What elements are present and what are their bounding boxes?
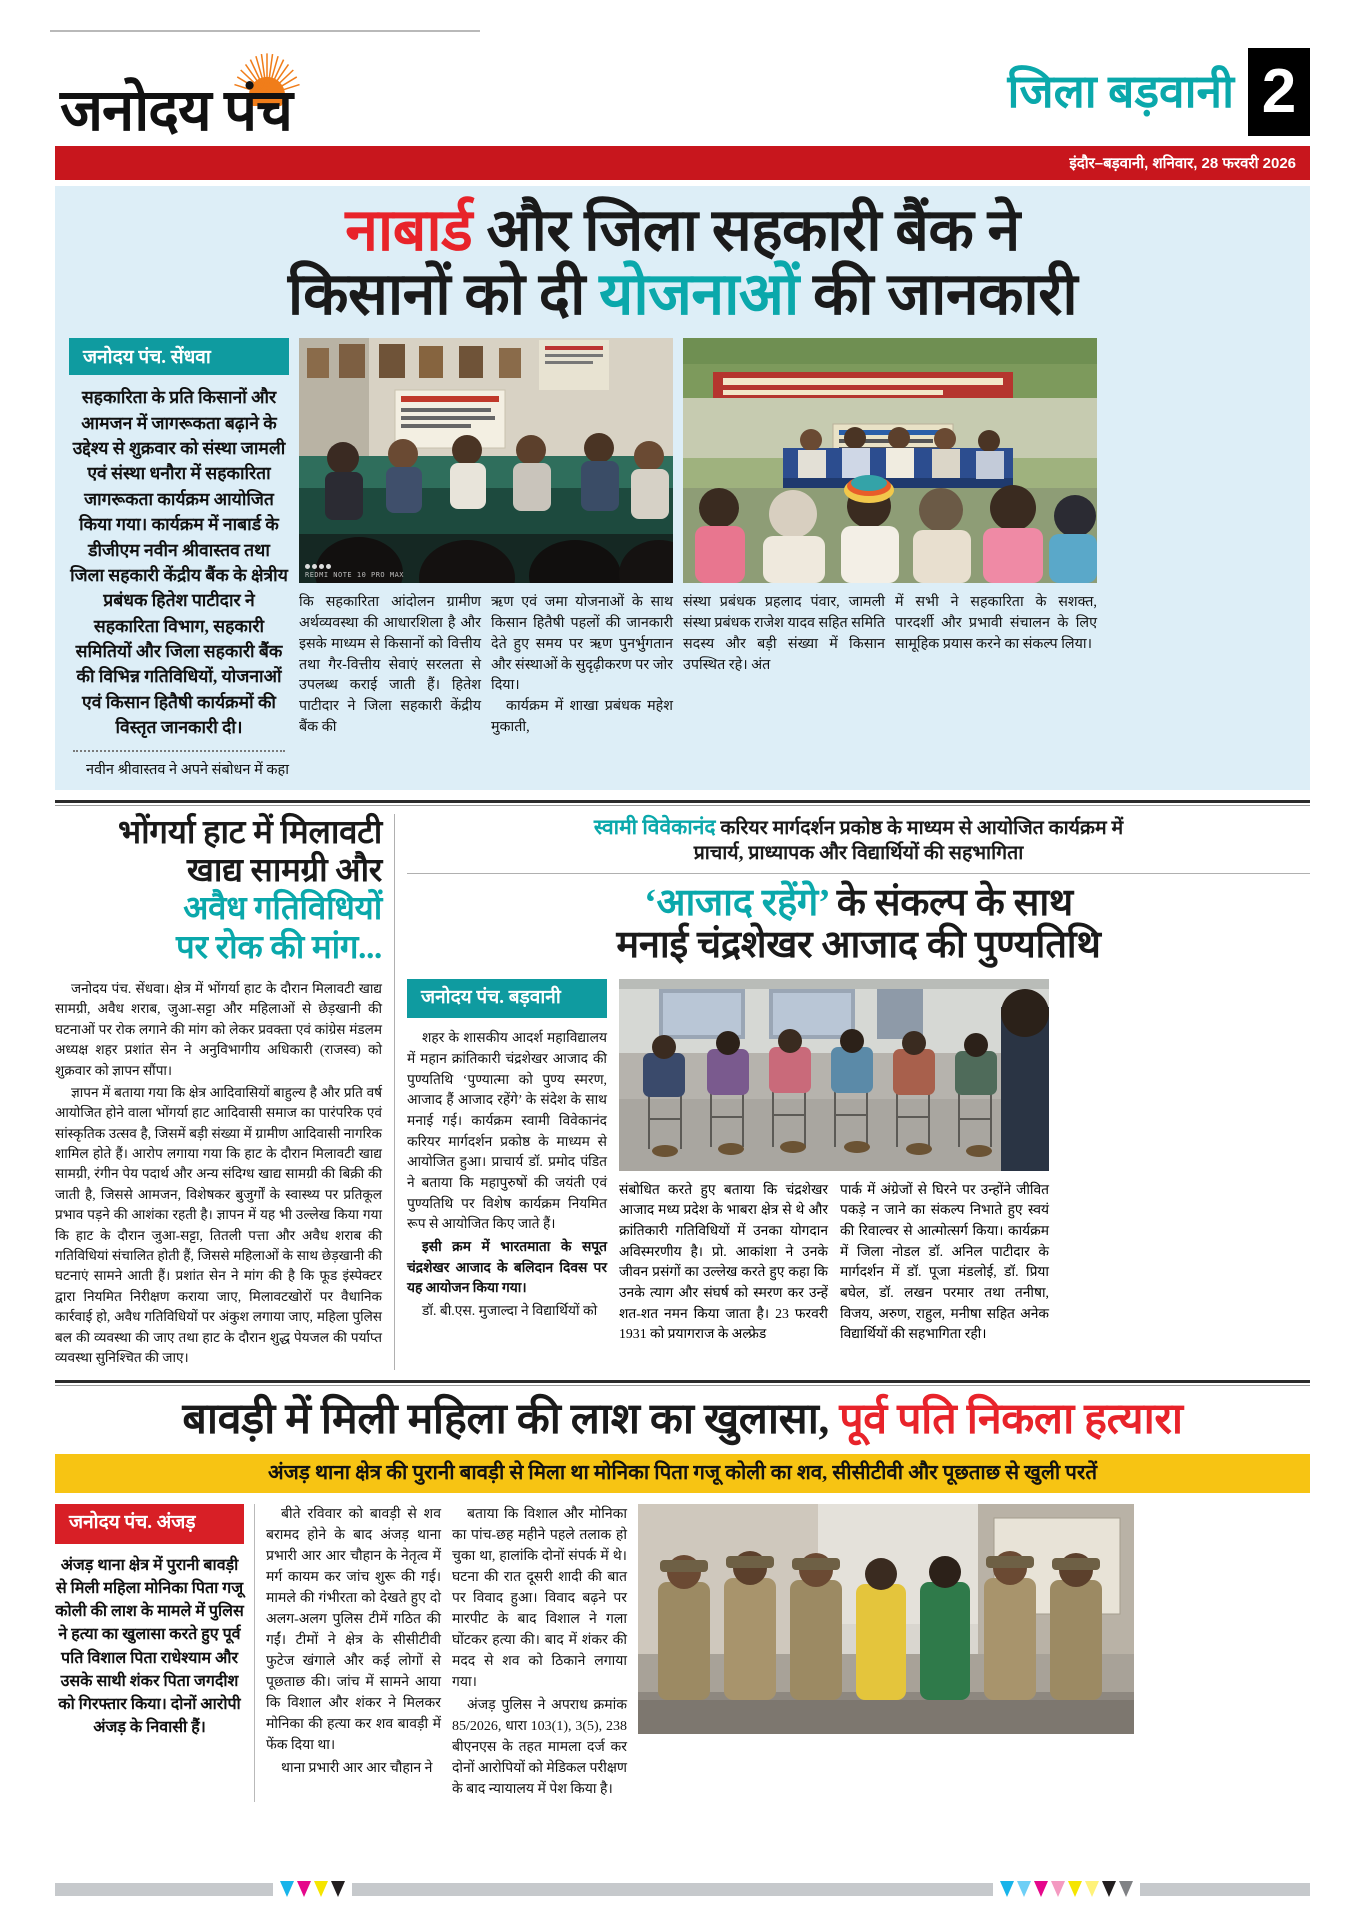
bawdi-col-2 bbox=[452, 1504, 627, 1802]
azad-headline-rest: के संकल्प के साथ bbox=[828, 881, 1073, 924]
bawdi-subhead-strip: अंजड़ थाना क्षेत्र की पुरानी बावड़ी से मिला था मोनिका पिता गजू कोली का शव, सीसीटीवी और पूछताछ से खुली परतें bbox=[55, 1454, 1310, 1494]
lead-headline bbox=[69, 197, 1296, 328]
bhongarya-headline-l4: पर रोक की मांग... bbox=[176, 929, 382, 966]
date-bar bbox=[55, 146, 1310, 180]
photo-meeting-hall bbox=[299, 338, 673, 583]
masthead-left bbox=[60, 78, 292, 143]
photo-police-accused bbox=[638, 1504, 1134, 1734]
reg-mark-cyan bbox=[280, 1881, 294, 1897]
lead-caption-col-3: संस्था प्रबंधक प्रहलाद पंवार, जामली संस्था प्रबंधक राजेश यादव सहित समिति सदस्य और बड़ी संख्या में किसान उपस्थित रहे। अंत bbox=[683, 594, 886, 673]
lead-photo-area bbox=[299, 338, 1296, 780]
azad-byline-badge: जनोदय पंच. बड़वानी bbox=[407, 979, 607, 1019]
bhongarya-body bbox=[55, 979, 382, 1368]
azad-kicker-rest: करियर मार्गदर्शन प्रकोष्ठ के माध्यम से आयोजित कार्यक्रम में bbox=[715, 817, 1124, 839]
lead-intro-footer: नवीन श्रीवास्तव ने अपने संबोधन में कहा bbox=[86, 761, 289, 778]
bawdi-col-2-p2: अंजड़ पुलिस ने अपराध क्रमांक 85/2026, धारा 103(1), 3(5), 238 बीएनएस के तहत मामला दर्ज कर दोनों आरोपियों को मेडिकल परीक्षण के बाद न्यायालय में पेश किया है। bbox=[452, 1698, 628, 1798]
publication-logo: जनोदय पंच bbox=[60, 78, 292, 143]
bottom-section bbox=[55, 1396, 1310, 1802]
bawdi-intro-column bbox=[55, 1504, 255, 1802]
reg-mark-gray bbox=[1119, 1881, 1133, 1897]
bawdi-intro-text: अंजड़ थाना क्षेत्र में पुरानी बावड़ी से मिली महिला मोनिका पिता गजू कोली की लाश के मामले में पुलिस ने हत्या का खुलासा करते हुए पूर्व पति विशाल पिता राधेश्याम और उसके साथी शंकर पिता जगदीश को गिरफ्तार किया। दोनों आरोपी अंजड़ के निवासी हैं। bbox=[55, 1556, 244, 1737]
lead-caption-col-2-p1: ऋण एवं जमा योजनाओं के साथ किसान हितैषी पहलों की जानकारी देते हुए समय पर ऋण पुनर्भुगतान और संस्थाओं के सुदृढ़ीकरण पर जोर दिया। bbox=[491, 594, 674, 694]
bhongarya-headline-l3: अवैध गतिविधियों bbox=[183, 891, 382, 928]
lead-caption-col-2-p2: कार्यक्रम में शाखा प्रबंधक महेश मुकाती, bbox=[491, 697, 673, 735]
bhongarya-headline bbox=[55, 814, 382, 967]
azad-col-2: संबोधित करते हुए बताया कि चंद्रशेखर आजाद मध्य प्रदेश के भाबरा क्षेत्र से थे और क्रांतिकारी गतिविधियों में उनका योगदान अविस्मरणीय है। प्रो. आकांशा ने उनके जीवन प्रसंगों का उल्लेख करते हुए कहा कि उनके त्याग और संघर्ष को स्मरण कर उन्हें शत-शत नमन किया जाता है। 23 फरवरी 1931 को प्रयागराज के अल्फ्रेड bbox=[619, 1181, 828, 1342]
lead-caption-col-2 bbox=[491, 592, 673, 737]
azad-col-1-p3: डॉ. बी.एस. मुजाल्दा ने विद्यार्थियों को bbox=[422, 1303, 598, 1319]
section-rule-thin-1 bbox=[55, 805, 1310, 806]
lead-headline-l2b: की जानकारी bbox=[798, 261, 1078, 328]
lead-intro-text: सहकारिता के प्रति किसानों और आमजन में जागरूकता बढ़ाने के उद्देश्य से शुक्रवार को संस्था जामली एवं संस्था धनौरा में सहकारिता जागरूकता कार्यक्रम आयोजित किया गया। कार्यक्रम में नाबार्ड के डीजीएम नवीन श्रीवास्तव तथा जिला सहकारी केंद्रीय बैंक के क्षेत्रीय प्रबंधक हितेश पाटीदार ने सहकारिता विभाग, सहकारी समितियों और जिला सहकारी बैंक की विभिन्न गतिविधियों, योजनाओं एवं किसान हितैषी कार्यक्रमों की विस्तृत जानकारी दी। bbox=[70, 387, 288, 738]
reg-mark-magenta bbox=[297, 1881, 311, 1897]
lead-story-panel bbox=[55, 186, 1310, 790]
azad-col-1-p2: इसी क्रम में भारतमाता के सपूत चंद्रशेखर आजाद के बलिदान दिवस पर यह आयोजन किया गया। bbox=[407, 1239, 607, 1296]
footer-color-marks-right bbox=[993, 1881, 1140, 1897]
bawdi-byline-badge: जनोदय पंच. अंजड़ bbox=[55, 1504, 244, 1544]
bawdi-col-1-p2: थाना प्रभारी आर आर चौहान ने bbox=[281, 1761, 433, 1777]
masthead bbox=[0, 0, 1360, 143]
lead-headline-teal: योजनाओं bbox=[599, 261, 799, 328]
footer-color-marks-left bbox=[273, 1881, 352, 1897]
bawdi-col-1 bbox=[266, 1504, 441, 1802]
lead-byline-badge: जनोदय पंच. सेंधवा bbox=[69, 338, 289, 375]
bhongarya-para-2: ज्ञापन में बताया गया कि क्षेत्र आदिवासियों बाहुल्य है और प्रति वर्ष आयोजित होने वाला भोंगर्या हाट आदिवासी समाज का पारंपरिक एवं सांस्कृतिक उत्सव है, जिसमें बड़ी संख्या में ग्रामीण आदिवासी नागरिक शामिल होते हैं। आरोप लगाया गया कि हाट के दौरान मिलावटी खाद्य सामग्री, रंगीन पेय पदार्थ और अन्य संदिग्ध खाद्य सामग्री की बिक्री की जाती है, जिससे आमजन, विशेषकर बुजुर्गों के स्वास्थ्य पर प्रतिकूल प्रभाव पड़ने की आशंका रहती है। ज्ञापन में यह भी उल्लेख किया गया कि हाट के दौरान जुआ-सट्टा, तितली पत्ता और अवैध शराब की गतिविधियां संचालित होती हैं, जिससे महिलाओं के साथ छेड़खानी की घटनाएं सामने आती हैं। प्रशांत सेन ने मांग की है कि फूड इंस्पेक्टर द्वारा नियमित निरीक्षण कराया जाए, मिलावटखोरों पर वैधानिक कार्रवाई हो, अवैध गतिविधियों पर अंकुश लगाया जाए, महिला पुलिस बल की व्यवस्था की जाए तथा हाट के दौरान शुद्ध पेयजल की पर्याप्त व्यवस्था सुनिश्चित की जाए। bbox=[55, 1084, 382, 1365]
reg-mark-black-2 bbox=[1102, 1881, 1116, 1897]
azad-kicker-teal: स्वामी विवेकानंद bbox=[593, 814, 716, 839]
azad-col-right bbox=[619, 979, 1049, 1346]
bhongarya-para-1: जनोदय पंच. सेंधवा। क्षेत्र में भोंगर्या हाट के दौरान मिलावटी खाद्य सामग्री, अवैध शराब, जुआ-सट्टा और महिलाओं से छेड़खानी की घटनाओं पर रोक लगाने की मांग को लेकर प्रवक्ता एवं कांग्रेस मंडलम अध्यक्ष शहर प्रशांत सेन ने अनुविभागीय अधिकारी (राजस्व) को शुक्रवार को ज्ञापन सौंपा। bbox=[55, 980, 382, 1078]
bhongarya-headline-l1: भोंगर्या हाट में मिलावटी bbox=[117, 814, 382, 851]
section-rule-thick-2 bbox=[55, 1380, 1310, 1383]
reg-mark-cyan-light bbox=[1017, 1881, 1031, 1897]
lead-caption-columns bbox=[299, 592, 1296, 737]
bawdi-headline-red: पूर्व पति निकला हत्यारा bbox=[839, 1396, 1183, 1444]
reg-mark-cyan-2 bbox=[1000, 1881, 1014, 1897]
lead-caption-col-4: में सभी ने सहकारिता के सशक्त, पारदर्शी और प्रभावी संचालन के लिए सामूहिक प्रयास करने का संकल्प लिया। bbox=[895, 594, 1097, 652]
azad-headline-line2: मनाई चंद्रशेखर आजाद की पुण्यतिथि bbox=[616, 924, 1101, 967]
azad-col-3: पार्क में अंग्रेजों से घिरने पर उन्होंने जीवित पकड़े न जाने का संकल्प निभाते हुए स्वयं की रिवाल्वर से आत्मोत्सर्ग किया। कार्यक्रम में जिला नोडल डॉ. अनिल पाटीदार के मार्गदर्शन में डॉ. पूजा मंडलोई, डॉ. प्रिया बघेल, डॉ. लखन परमार तथा तनीषा, विजय, अरुण, राहुल, मनीषा सहित अनेक विद्यार्थियों की सहभागिता रही। bbox=[840, 1181, 1049, 1342]
district-title: जिला बड़वानी bbox=[1007, 66, 1234, 117]
story-azad bbox=[407, 814, 1310, 1370]
reg-mark-yellow-light bbox=[1085, 1881, 1099, 1897]
masthead-rule bbox=[50, 30, 480, 32]
footer-registration-marks bbox=[55, 1881, 1310, 1897]
photo-college-hall bbox=[619, 979, 1049, 1171]
reg-mark-yellow-2 bbox=[1068, 1881, 1082, 1897]
section-rule-thin-2 bbox=[55, 1385, 1310, 1386]
azad-headline bbox=[407, 882, 1310, 967]
section-rule-thick-1 bbox=[55, 800, 1310, 803]
lead-headline-rest: और जिला सहकारी बैंक ने bbox=[472, 197, 1020, 263]
lead-caption-col-1: कि सहकारिता आंदोलन ग्रामीण अर्थव्यवस्था की आधारशिला है और इसके माध्यम से किसानों को वित्तीय तथा गैर-वित्तीय सेवाएं सरलता से उपलब्ध कराई जाती हैं। हितेश पाटीदार ने जिला सहकारी केंद्रीय बैंक की bbox=[299, 594, 481, 735]
bawdi-body bbox=[55, 1504, 1310, 1802]
reg-mark-black bbox=[331, 1881, 345, 1897]
bawdi-col-1-p1: बीते रविवार को बावड़ी से शव बरामद होने के बाद अंजड़ थाना प्रभारी आर आर चौहान के नेतृत्व में मर्ग कायम कर जांच शुरू की गई। मामले की गंभीरता को देखते हुए दो अलग-अलग पुलिस टीमें गठित की गईं। टीमों ने क्षेत्र के सीसीटीवी फुटेज खंगाले और कई लोगों से पूछताछ की। जांच में सामने आया कि विशाल और शंकर ने मिलकर मोनिका की हत्या कर शव बावड़ी में फेंक दिया था। bbox=[266, 1507, 441, 1754]
photo-watermark: REDMI NOTE 10 PRO MAX bbox=[305, 571, 405, 580]
azad-col-1 bbox=[407, 979, 607, 1346]
bawdi-headline-part1: बावड़ी में मिली महिला की लाश का खुलासा, bbox=[182, 1396, 840, 1444]
date-line: इंदौर–बड़वानी, शनिवार, 28 फरवरी 2026 bbox=[1069, 155, 1296, 172]
reg-mark-yellow bbox=[314, 1881, 328, 1897]
azad-kicker bbox=[407, 814, 1310, 874]
reg-mark-magenta-2 bbox=[1034, 1881, 1048, 1897]
masthead-right bbox=[1008, 48, 1310, 140]
photo-row bbox=[299, 338, 1296, 583]
bawdi-headline bbox=[55, 1396, 1310, 1443]
story-bhongarya bbox=[55, 814, 395, 1370]
footer-gray-bar-1 bbox=[55, 1883, 273, 1896]
lead-headline-l2a: किसानों को दी bbox=[287, 261, 600, 328]
lead-intro-column bbox=[69, 338, 289, 780]
lead-body bbox=[69, 338, 1296, 780]
watermark-dots bbox=[305, 564, 331, 569]
azad-body bbox=[407, 979, 1310, 1346]
azad-col-1-p1: शहर के शासकीय आदर्श महाविद्यालय में महान क्रांतिकारी चंद्रशेखर आजाद की पुण्यतिथि ‘पुण्यात्मा को पुण्य स्मरण, आजाद हैं आजाद रहेंगे’ के संदेश के साथ मनाई गई। कार्यक्रम स्वामी विवेकानंद करियर मार्गदर्शन प्रकोष्ठ के माध्यम से आयोजित हुआ। प्राचार्य डॉ. प्रमोद पंडित ने बताया कि महापुरुषों की जयंती एवं पुण्यतिथि पर विशेष कार्यक्रम नियमित रूप से आयोजित किए जाते हैं। bbox=[407, 1030, 607, 1232]
bhongarya-headline-l2: खाद्य सामग्री और bbox=[186, 853, 382, 890]
reg-mark-magenta-light bbox=[1051, 1881, 1065, 1897]
middle-section bbox=[55, 814, 1310, 1370]
dotted-separator bbox=[73, 750, 285, 752]
footer-gray-bar-3 bbox=[1140, 1883, 1310, 1896]
footer-gray-bar-2 bbox=[352, 1883, 993, 1896]
photo-outdoor-gathering bbox=[683, 338, 1097, 583]
page-number-badge: 2 bbox=[1248, 48, 1310, 136]
azad-headline-teal: ‘आजाद रहेंगे’ bbox=[644, 881, 829, 924]
bawdi-col-2-p1: बताया कि विशाल और मोनिका का पांच-छह महीने पहले तलाक हो चुका था, हालांकि दोनों संपर्क में थे। घटना की रात दूसरी शादी की बात पर विवाद हुआ। विवाद बढ़ने पर मारपीट के बाद विशाल ने गला घोंटकर हत्या की। बाद में शंकर की मदद से शव को ठिकाने लगाया गया। bbox=[452, 1507, 627, 1691]
lead-headline-red: नाबार्ड bbox=[345, 197, 473, 263]
azad-caption-columns bbox=[619, 1180, 1049, 1346]
azad-kicker-line2: प्राचार्य, प्राध्यापक और विद्यार्थियों की सहभागिता bbox=[693, 843, 1024, 865]
